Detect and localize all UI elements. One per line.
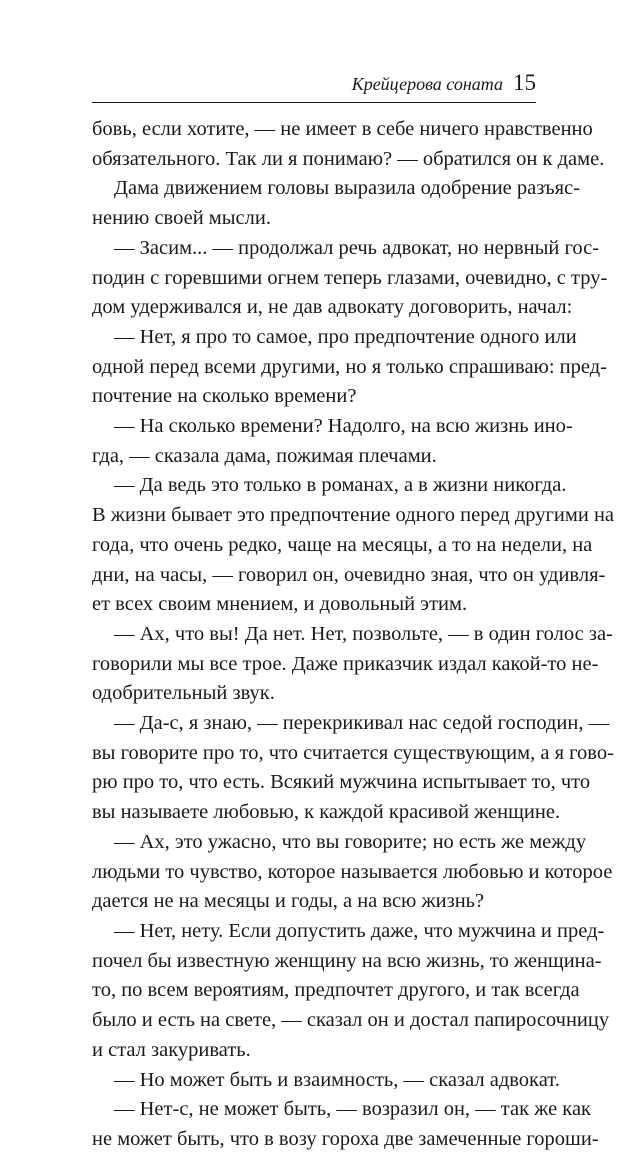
text-line: — Да ведь это только в романах, а в жизни никогда. bbox=[114, 474, 567, 497]
text-line: — На сколько времени? Надолго, на всю жизнь ино- bbox=[114, 415, 573, 438]
text-line: Дама движением головы выразила одобрение разъяс- bbox=[114, 177, 580, 200]
text-line: рю про то, что есть. Всякий мужчина испытывает то, что bbox=[92, 771, 591, 794]
text-line: ет всех своим мнением, и довольный этим. bbox=[92, 593, 468, 616]
page-number: 15 bbox=[513, 70, 536, 95]
text-line: дается не на месяцы и годы, а на всю жизнь? bbox=[92, 890, 485, 913]
text-line: вы называете любовью, к каждой красивой женщине. bbox=[92, 801, 561, 824]
text-line: — Но может быть и взаимность, — сказал адвокат. bbox=[114, 1068, 560, 1091]
text-line: дни, на часы, — говорил он, очевидно зная, что он удивля- bbox=[92, 563, 606, 586]
text-line: то, по всем вероятиям, предпочтет другого, и так всегда bbox=[92, 979, 580, 1002]
text-line: — Нет, нету. Если допустить даже, что мужчина и пред- bbox=[114, 919, 605, 942]
text-line: обязательного. Так ли я понимаю? — обратился он к даме. bbox=[92, 147, 605, 170]
text-line: не может быть, что в возу гороха две замеченные гороши- bbox=[92, 1127, 599, 1150]
header-divider bbox=[92, 102, 536, 103]
text-line: одной перед всеми другими, но я только спрашиваю: пред- bbox=[92, 355, 607, 378]
text-line: и стал закуривать. bbox=[92, 1038, 251, 1061]
text-line: — Ах, это ужасно, что вы говорите; но есть же между bbox=[114, 830, 587, 853]
text-line: одобрительный звук. bbox=[92, 682, 275, 705]
text-line: почтение на сколько времени? bbox=[92, 385, 357, 408]
text-line: подин с горевшими огнем теперь глазами, очевидно, с тру- bbox=[92, 266, 608, 289]
text-line: гда, — сказала дама, пожимая плечами. bbox=[92, 444, 437, 467]
text-line: было и есть на свете, — сказал он и достал папиросочницу bbox=[92, 1009, 610, 1032]
text-line: — Да-с, я знаю, — перекрикивал нас седой господин, — bbox=[114, 712, 610, 735]
text-line: вы говорите про то, что считается существующим, а я гово- bbox=[92, 741, 614, 764]
text-line: говорили мы все трое. Даже приказчик издал какой-то не- bbox=[92, 652, 599, 675]
text-line: — Нет-с, не может быть, — возразил он, — так же как bbox=[114, 1098, 592, 1121]
text-line: дом удерживался и, не дав адвокату договорить, начал: bbox=[92, 296, 573, 319]
text-line: — Засим... — продолжал речь адвокат, но нервный гос- bbox=[114, 236, 600, 259]
running-header bbox=[352, 70, 536, 96]
text-line: В жизни бывает это предпочтение одного перед другими на bbox=[92, 504, 615, 527]
text-line: года, что очень редко, чаще на месяцы, а то на недели, на bbox=[92, 533, 593, 556]
text-line: почел бы известную женщину на всю жизнь, то женщина- bbox=[92, 949, 602, 972]
text-line: — Нет, я про то самое, про предпочтение одного или bbox=[114, 325, 577, 348]
running-title: Крейцерова соната bbox=[351, 74, 503, 94]
text-line: — Ах, что вы! Да нет. Нет, позвольте, — в один голос за- bbox=[114, 622, 613, 645]
text-line: нению своей мысли. bbox=[92, 207, 271, 230]
body-text bbox=[92, 115, 615, 1155]
text-line: людьми то чувство, которое называется любовью и которое bbox=[92, 860, 613, 883]
text-line: бовь, если хотите, — не имеет в себе ничего нравственно bbox=[92, 118, 593, 140]
